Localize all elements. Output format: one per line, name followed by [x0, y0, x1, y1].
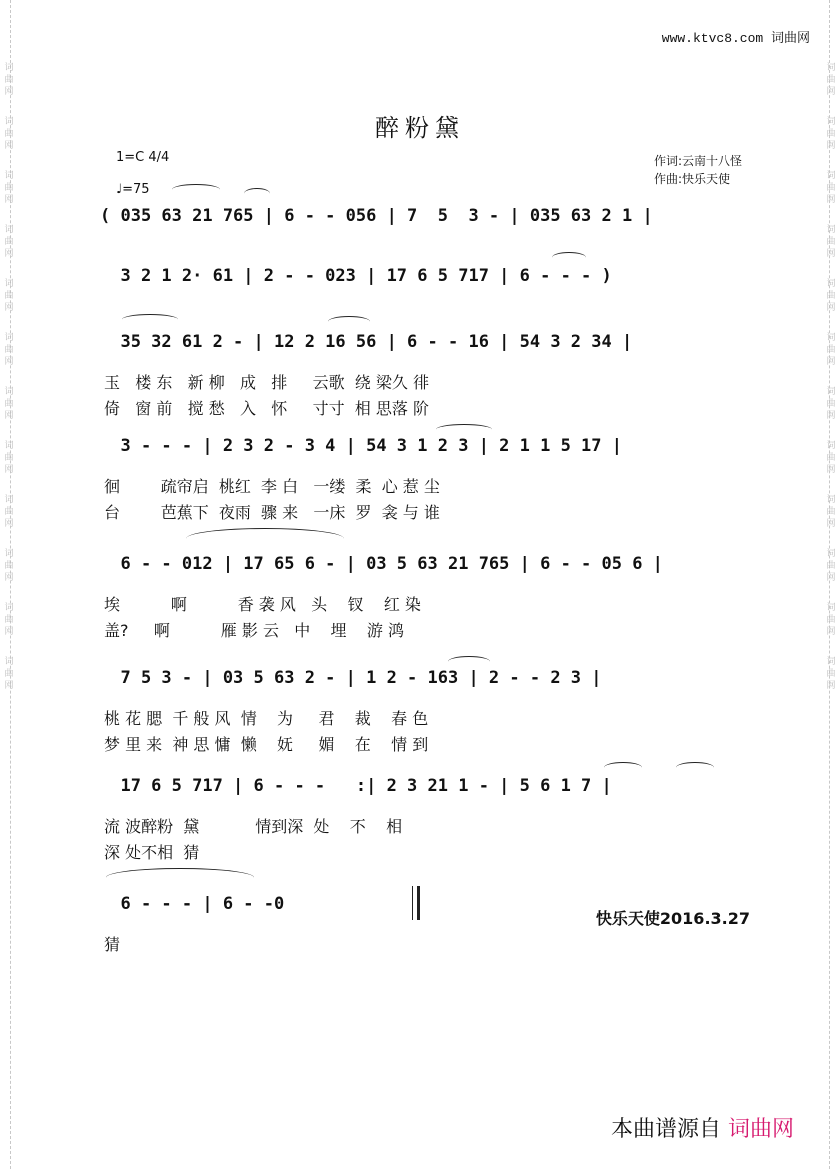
staff-line: [100, 266, 760, 296]
notation: 17 6 5 717 | 6 - - - :| 2 3 21 1 - | 5 6 1 7 |: [100, 776, 612, 796]
watermark-right: 词 曲 网 词 曲 网 词 曲 网 词 曲 网 词 曲 网 词 曲 网 词 曲 网 词 曲 网 词 曲 网 词 曲 网 词 曲 网 词 曲 网: [826, 63, 836, 691]
staff-line: [100, 206, 760, 236]
lyric-line-1: 桃 花 腮 千 般 风 情 为 君 裁 春 色: [104, 709, 429, 728]
lyric-line-1: 猜: [104, 935, 121, 954]
notation: 3 2 1 2· 61 | 2 - - 023 | 17 6 5 717 | 6 - - - ): [100, 266, 612, 286]
tempo: ♩=75: [116, 182, 150, 197]
final-barline: [412, 886, 420, 920]
credits: [654, 152, 742, 188]
slur-mark: [328, 316, 370, 327]
lyric-line-1: 埃 啊 香 袭 风 头 钗 红 染: [104, 595, 421, 614]
site-url: www.ktvc8.com 词曲网: [661, 31, 810, 46]
lyric-line-2: 盖? 啊 雁 影 云 中 埋 游 鸿: [104, 621, 404, 640]
lyric-line-1: 徊 疏帘启 桃红 李 白 一缕 柔 心 惹 尘: [104, 477, 440, 496]
staff-line: [100, 554, 760, 584]
slur-mark: [604, 762, 642, 773]
source-credit: [611, 1112, 794, 1143]
staff-line: [100, 668, 760, 698]
source-brand[interactable]: 词曲网: [727, 1117, 794, 1142]
lyric-line-1: 流 波醉粉 黛 情到深 处 不 相: [104, 817, 403, 836]
composer: 作曲:快乐天使: [654, 172, 731, 186]
notation: 6 - - 012 | 17 65 6 - | 03 5 63 21 765 | 6 - - 05 6 |: [100, 554, 663, 574]
notation: 7 5 3 - | 03 5 63 2 - | 1 2 - 163 | 2 - - 2 3 |: [100, 668, 602, 688]
notation: 35 32 61 2 - | 12 2 16 56 | 6 - - 16 | 54 3 2 34 |: [100, 332, 633, 352]
staff-line: [100, 776, 760, 806]
staff-line: [100, 436, 760, 466]
lyric-line-1: 玉 楼 东 新 柳 成 排 云歌 绕 梁久 徘: [104, 373, 429, 392]
notation: 3 - - - | 2 3 2 - 3 4 | 54 3 1 2 3 | 2 1 1 5 17 |: [100, 436, 622, 456]
slur-mark: [172, 184, 220, 195]
lyric-line-2: 深 处不相 猜: [104, 843, 200, 862]
notation: ( 035 63 21 765 | 6 - - 056 | 7 5 3 - | 035 63 2 1 |: [100, 206, 653, 226]
slur-mark: [448, 656, 490, 667]
watermark-left: 词 曲 网 词 曲 网 词 曲 网 词 曲 网 词 曲 网 词 曲 网 词 曲 网 词 曲 网 词 曲 网 词 曲 网 词 曲 网 词 曲 网: [4, 63, 14, 691]
lyric-line-2: 台 芭蕉下 夜雨 骤 来 一床 罗 衾 与 谁: [104, 503, 440, 522]
key-signature: 1=C 4/4: [116, 150, 170, 165]
notation: 6 - - - | 6 - -0: [100, 894, 285, 914]
song-title: 醉粉黛: [375, 114, 465, 142]
slur-mark: [122, 314, 178, 325]
slur-mark: [186, 528, 344, 549]
signature: 快乐天使2016.3.27: [595, 909, 750, 928]
staff-line: [100, 332, 760, 362]
slur-mark: [244, 188, 270, 199]
source-prefix: 本曲谱源自: [610, 1117, 721, 1142]
slur-mark: [676, 762, 714, 773]
slur-mark: [436, 424, 492, 435]
slur-mark: [552, 252, 586, 263]
slur-mark: [106, 868, 254, 887]
lyricist: 作词:云南十八怪: [654, 154, 743, 168]
lyric-line-2: 倚 窗 前 搅 愁 入 怀 寸寸 相 思落 阶: [104, 399, 429, 418]
lyric-line-2: 梦 里 来 神 思 慵 懒 妩 媚 在 情 到: [104, 735, 429, 754]
